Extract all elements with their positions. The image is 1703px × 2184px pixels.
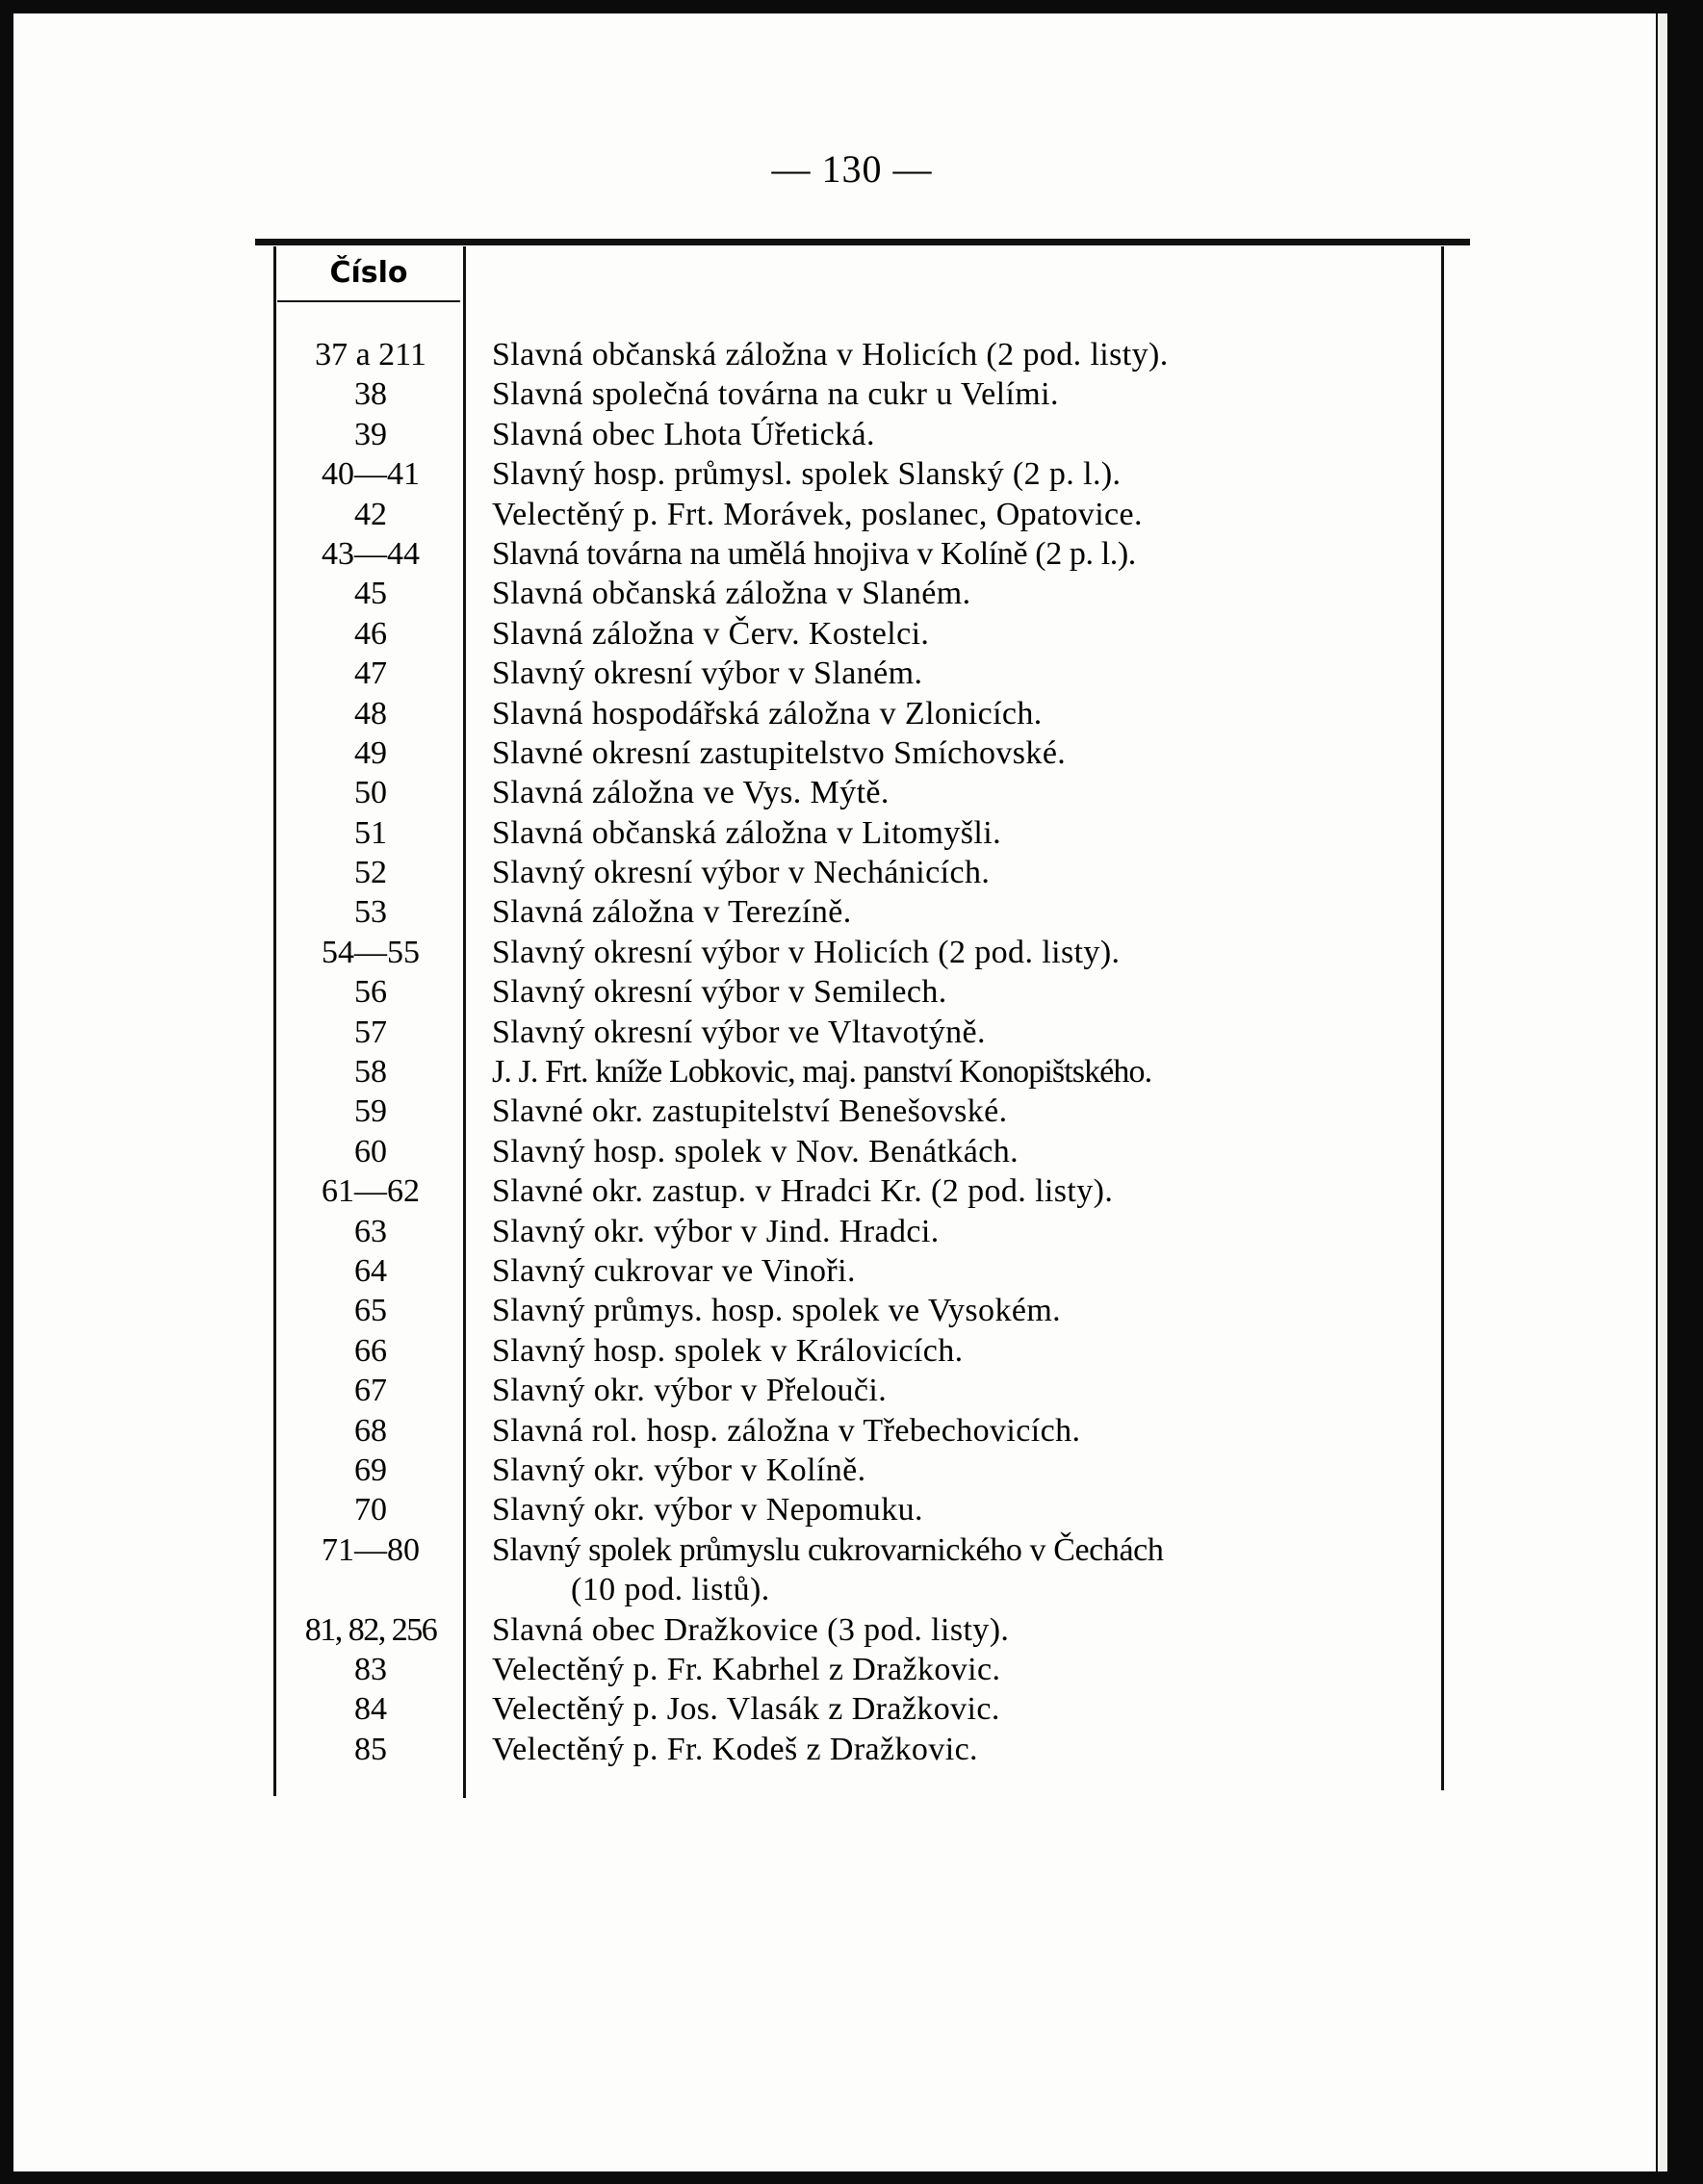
- entry-number: 46: [354, 615, 387, 652]
- table-row: [277, 813, 1452, 853]
- table-row: [277, 933, 1452, 972]
- entry-text: Slavný okresní výbor v Slaném.: [492, 655, 923, 692]
- table-row: [277, 1650, 1452, 1689]
- entry-text: Slavné okr. zastupitelství Benešovské.: [492, 1093, 1008, 1130]
- entry-number: 71—80: [322, 1531, 420, 1568]
- header-underline: [277, 300, 460, 302]
- table-row: [277, 1013, 1452, 1052]
- table-row: [277, 1411, 1452, 1451]
- table-row: [277, 614, 1452, 654]
- table-row: [277, 654, 1452, 693]
- entry-number: 42: [354, 496, 387, 532]
- entry-text: Slavný okr. výbor v Kolíně.: [492, 1452, 866, 1488]
- table-row: [277, 454, 1452, 494]
- entry-text: Slavný okresní výbor v Nechánicích.: [492, 855, 991, 891]
- table-row: [277, 694, 1452, 733]
- table-row: [277, 374, 1452, 414]
- entry-number: 45: [354, 576, 387, 612]
- entry-text: Slavné okresní zastupitelstvo Smíchovské.: [492, 734, 1067, 771]
- table-row: [277, 335, 1452, 374]
- entries-table: [277, 335, 1452, 1769]
- entry-number: 65: [354, 1293, 387, 1329]
- entry-text: Slavný okr. výbor v Přelouči.: [492, 1373, 888, 1409]
- table-row-continuation: [277, 1570, 1452, 1609]
- table-row: [277, 773, 1452, 812]
- entry-text: Slavné okr. zastup. v Hradci Kr. (2 pod. listy).: [492, 1173, 1114, 1210]
- table-row: [277, 574, 1452, 613]
- table-row: [277, 1689, 1452, 1729]
- table-row: [277, 495, 1452, 534]
- entry-text: Slavný hosp. průmysl. spolek Slanský (2 p. l.).: [492, 456, 1122, 493]
- entry-text: Slavný okresní výbor v Holicích (2 pod. listy).: [492, 934, 1121, 970]
- table-row: [277, 415, 1452, 454]
- entry-number: 70: [354, 1492, 387, 1529]
- entry-number: 40—41: [322, 456, 420, 493]
- entry-number: 38: [354, 376, 387, 413]
- table-row: [277, 1291, 1452, 1330]
- entry-number: 37 a 211: [315, 337, 426, 373]
- entry-text: Slavný hosp. spolek v Nov. Benátkách.: [492, 1133, 1019, 1169]
- entry-text: Slavná rol. hosp. záložna v Třebechovicích.: [492, 1412, 1081, 1449]
- table-row: [277, 1451, 1452, 1490]
- entry-text: Slavná společná továrna na cukr u Velími.: [492, 376, 1059, 413]
- entry-number: 67: [354, 1373, 387, 1409]
- entry-text: Velectěný p. Fr. Kabrhel z Dražkovic.: [492, 1651, 1001, 1687]
- entry-number: 43—44: [322, 535, 420, 572]
- entry-text: Slavný hosp. spolek v Královicích.: [492, 1332, 964, 1369]
- entry-number: 53: [354, 894, 387, 931]
- entry-text: Slavný okr. výbor v Nepomuku.: [492, 1492, 923, 1529]
- entry-text: Slavná občanská záložna v Slaném.: [492, 576, 971, 612]
- entry-number: 63: [354, 1213, 387, 1249]
- entry-text: Slavná občanská záložna v Litomyšli.: [492, 814, 1001, 851]
- entry-text: Slavná občanská záložna v Holicích (2 pod. listy).: [492, 337, 1169, 373]
- entry-text: Slavný průmys. hosp. spolek ve Vysokém.: [492, 1293, 1062, 1329]
- table-row: [277, 972, 1452, 1012]
- entry-text: Slavný spolek průmyslu cukrovarnického v Čechách: [492, 1531, 1164, 1568]
- table-row: [277, 1171, 1452, 1211]
- table-top-rule: [255, 239, 1470, 245]
- entry-text-continuation: (10 pod. listů).: [571, 1572, 770, 1608]
- table-row: [277, 1490, 1452, 1529]
- column-header-cislo: Číslo: [329, 256, 408, 290]
- entry-number: 64: [354, 1252, 387, 1289]
- entry-text: Slavná záložna v Terezíně.: [492, 894, 852, 931]
- entry-number: 60: [354, 1133, 387, 1169]
- entry-text: Slavná záložna v Červ. Kostelci.: [492, 615, 930, 652]
- table-row: [277, 1730, 1452, 1769]
- entry-text: Slavný okresní výbor ve Vltavotýně.: [492, 1014, 986, 1050]
- table-row: [277, 853, 1452, 892]
- entry-number: 51: [354, 814, 387, 851]
- entry-text: Slavná hospodářská záložna v Zlonicích.: [492, 695, 1043, 732]
- entry-number: 59: [354, 1093, 387, 1130]
- entry-number: 85: [354, 1731, 387, 1767]
- table-row: [277, 1610, 1452, 1650]
- table-row: [277, 1092, 1452, 1131]
- entry-text: Slavný cukrovar ve Vinoři.: [492, 1252, 856, 1289]
- entry-text: Velectěný p. Jos. Vlasák z Dražkovic.: [492, 1691, 1000, 1728]
- entry-number: 56: [354, 974, 387, 1011]
- entry-number: 50: [354, 775, 387, 811]
- table-row: [277, 534, 1452, 574]
- page-number: — 130 —: [771, 147, 933, 191]
- entry-number: 61—62: [322, 1173, 420, 1210]
- table-row: [277, 733, 1452, 773]
- entry-number: 83: [354, 1651, 387, 1687]
- entry-number: 47: [354, 655, 387, 692]
- entry-number: 57: [354, 1014, 387, 1050]
- entry-text: Velectěný p. Fr. Kodeš z Dražkovic.: [492, 1731, 978, 1767]
- table-row: [277, 1132, 1452, 1171]
- entry-text: Slavná obec Dražkovice (3 pod. listy).: [492, 1611, 1010, 1648]
- entry-number: 81, 82, 256: [304, 1611, 437, 1648]
- entry-number: 58: [354, 1054, 387, 1091]
- entry-text: Velectěný p. Frt. Morávek, poslanec, Opatovice.: [492, 496, 1143, 532]
- entry-text: Slavná záložna ve Vys. Mýtě.: [492, 775, 890, 811]
- entry-number: 54—55: [322, 934, 420, 970]
- entry-number: 39: [354, 416, 387, 452]
- table-left-border: [273, 246, 276, 1796]
- entry-text: Slavná obec Lhota Úřetická.: [492, 416, 875, 452]
- table-row: [277, 1530, 1452, 1570]
- entry-text: Slavný okr. výbor v Jind. Hradci.: [492, 1213, 940, 1249]
- entry-number: 69: [354, 1452, 387, 1488]
- entry-number: 68: [354, 1412, 387, 1449]
- entry-number: 66: [354, 1332, 387, 1369]
- entry-number: 52: [354, 855, 387, 891]
- table-row: [277, 1371, 1452, 1410]
- table-row: [277, 1052, 1452, 1092]
- table-row: [277, 1212, 1452, 1251]
- entry-text: Slavná továrna na umělá hnojiva v Kolíně (2 p. l.).: [492, 535, 1136, 572]
- page-edge: [1658, 13, 1667, 2171]
- table-row: [277, 892, 1452, 932]
- entry-number: 48: [354, 695, 387, 732]
- entry-text: J. J. Frt. kníže Lobkovic, maj. panství Konopištského.: [492, 1054, 1152, 1091]
- table-row: [277, 1251, 1452, 1291]
- entry-number: 49: [354, 734, 387, 771]
- table-row: [277, 1331, 1452, 1371]
- entry-number: 84: [354, 1691, 387, 1728]
- entry-text: Slavný okresní výbor v Semilech.: [492, 974, 947, 1011]
